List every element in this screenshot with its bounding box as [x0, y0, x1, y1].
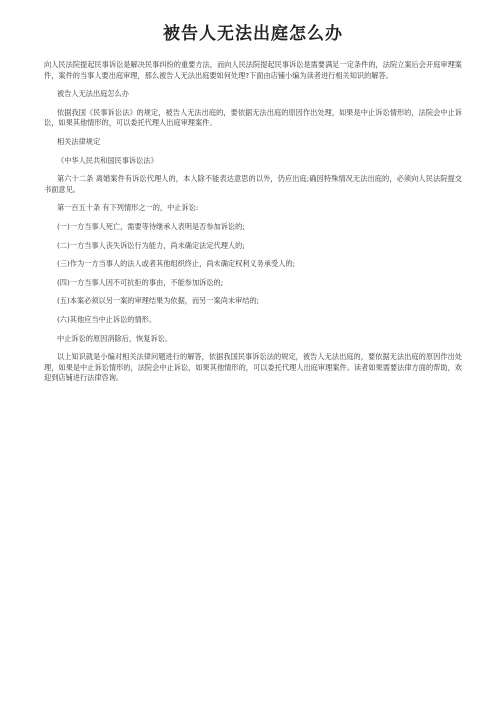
document-body	[44, 60, 462, 384]
article-62: 第六十二条 离婚案件有诉讼代理人的，本人除不能表达意思的以外，仍应出庭;确因特殊情况无法出庭的，必须向人民法院提交书面意见。	[44, 174, 462, 194]
document-title: 被告人无法出庭怎么办	[163, 24, 343, 44]
clause-3: (三)作为一方当事人的法人或者其他组织终止，尚未确定权利义务承受人的;	[57, 259, 296, 269]
section-heading: 被告人无法出庭怎么办	[57, 89, 129, 99]
resume-paragraph: 中止诉讼的原因消除后，恢复诉讼。	[57, 333, 173, 343]
clause-5: (五)本案必须以另一案的审理结果为依据，而另一案尚未审结的;	[57, 296, 260, 306]
clause-2: (二)一方当事人丧失诉讼行为能力，尚未确定法定代理人的;	[57, 240, 245, 250]
clause-4: (四)一方当事人因不可抗拒的事由，不能参加诉讼的;	[57, 277, 224, 287]
article-150: 第一百五十条 有下列情形之一的，中止诉讼:	[57, 203, 199, 213]
law-heading: 相关法律规定	[57, 136, 101, 146]
clause-1: (一)一方当事人死亡，需要等待继承人表明是否参加诉讼的;	[57, 221, 245, 231]
document-page	[44, 0, 462, 390]
clause-6: (六)其他应当中止诉讼的情形。	[57, 314, 157, 324]
intro-paragraph: 向人民法院提起民事诉讼是解决民事纠纷的重要方法，而向人民法院提起民事诉讼是需要满足一定条件的，法院立案后会开庭审理案件，案件的当事人要出庭审理，那么被告人无法出庭要如何处理?下面由店铺小编为读者进行相关知识的解答。	[44, 60, 462, 80]
law-name: 《中华人民共和国民事诉讼法》	[57, 155, 158, 165]
closing-paragraph: 以上知识就是小编对相关法律问题进行的解答，依据我国民事诉讼法的规定，被告人无法出庭的，要依据无法出庭的原因作出处理，如果是中止诉讼情形的，法院会中止诉讼，如果其他情形的，可以委托代理人出庭审理案件。读者如果需要法律方面的帮助，欢迎到店铺进行法律咨询。	[44, 352, 462, 383]
answer-paragraph: 依据我国《民事诉讼法》的规定，被告人无法出庭的，要依据无法出庭的原因作出处理，如果是中止诉讼情形的，法院会中止诉讼，如果其他情形的，可以委托代理人出庭审理案件。	[44, 107, 462, 128]
